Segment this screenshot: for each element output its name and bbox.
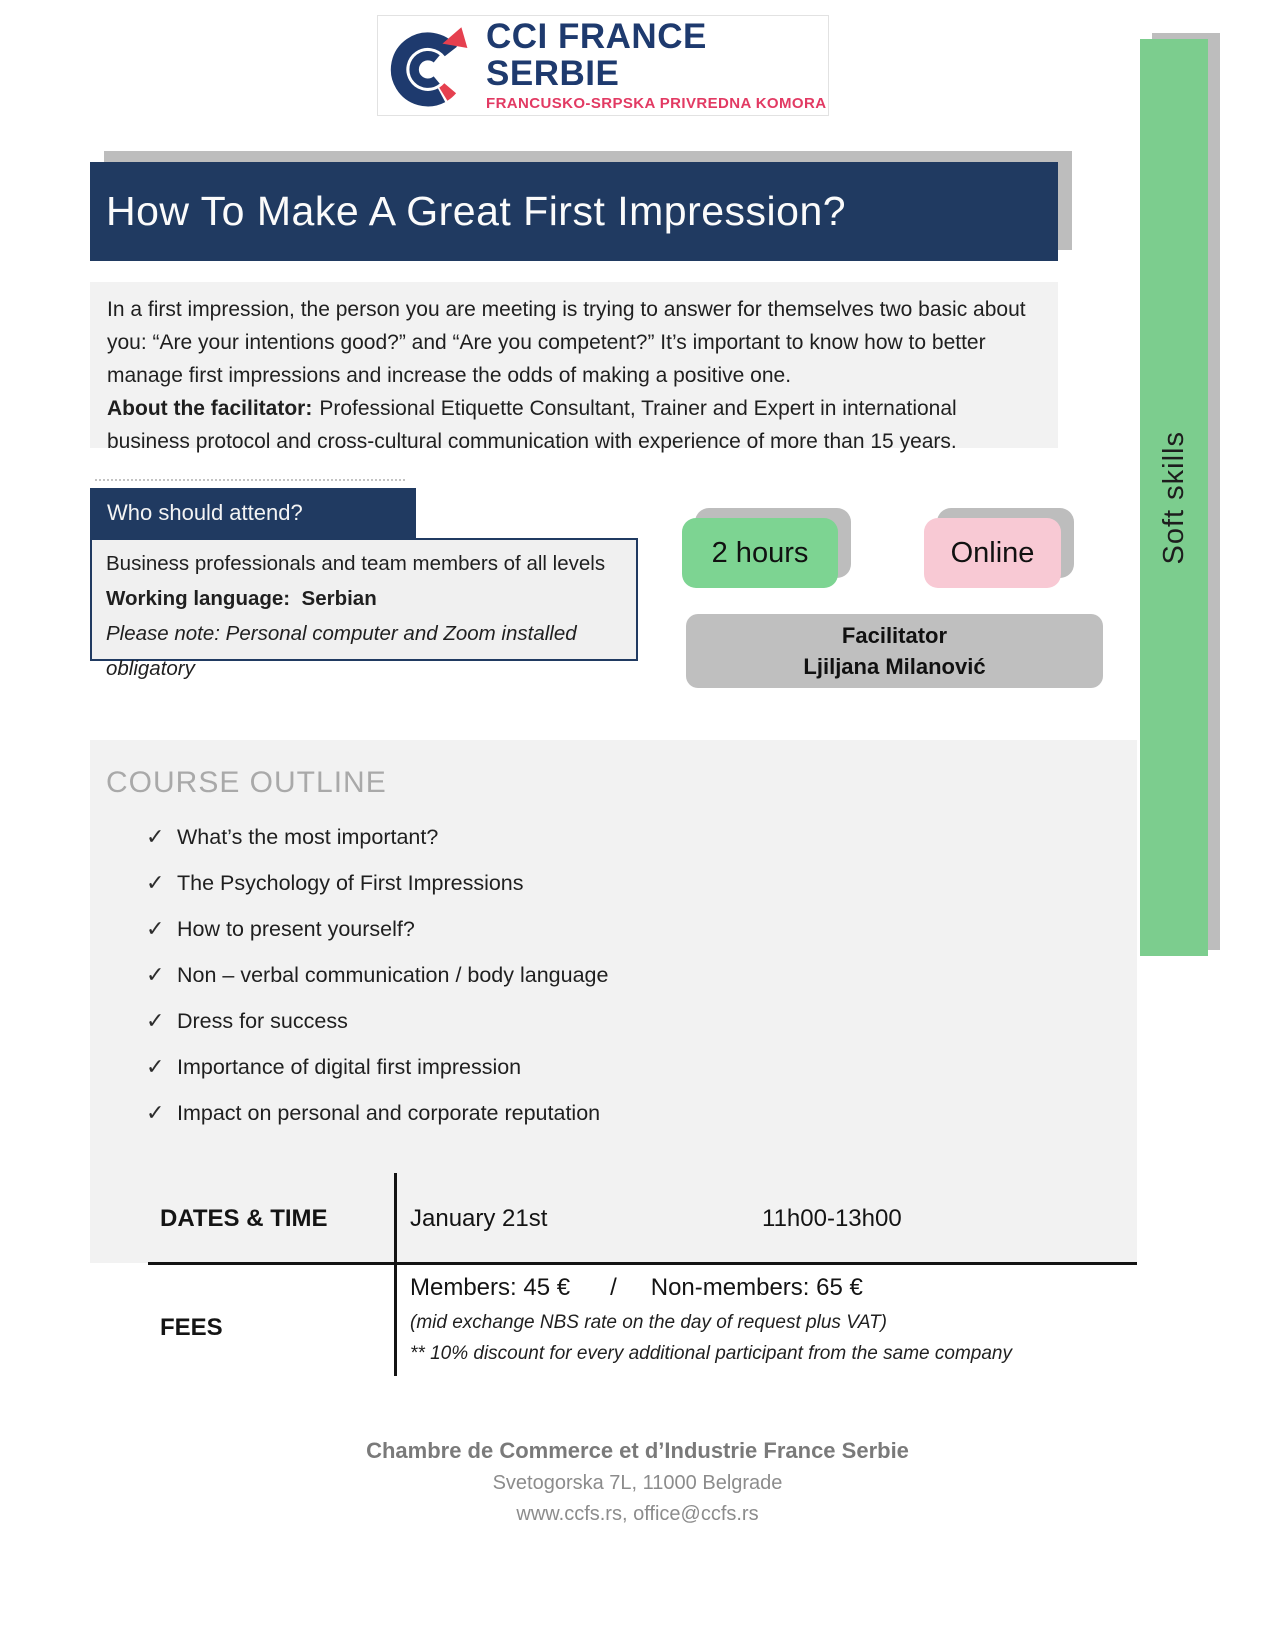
footer-org-name: Chambre de Commerce et d’Industrie France Serbie [366,1438,909,1463]
page-title: How To Make A Great First Impression? [106,188,847,234]
title-band [90,162,1058,261]
list-item [146,998,1137,1044]
attend-audience: Business professionals and team members of all levels [106,552,606,575]
fees-separator: / [610,1274,617,1301]
format-label: Online [950,536,1035,569]
list-item-text: Non – verbal communication / body language [177,962,609,987]
cci-logo-icon [390,23,476,109]
fees-members: Members: 45 € [410,1274,571,1301]
attend-note: Please note: Personal computer and Zoom installed obligatory [106,622,577,680]
dates-time-label: DATES & TIME [160,1205,328,1232]
facilitator-box [686,614,1103,688]
checkmark-icon: ✓ [146,1100,165,1125]
attend-working-language: Working language: Serbian [106,587,377,610]
logo-subtitle: FRANCUSKO-SRPSKA PRIVREDNA KOMORA [486,95,827,113]
fees-label: FEES [160,1314,223,1341]
format-badge [924,518,1061,588]
course-outline-list [106,814,1137,1136]
facilitator-name: Ljiljana Milanović [803,654,986,679]
intro-text: In a first impression, the person you are meeting is trying to answer for themselves two basic about you: “Are your intentions good?” and “Are you competent?” It’s important to know how to better manage first impressions and increase the odds of making a positive one. [107,298,1026,387]
checkmark-icon: ✓ [146,824,165,849]
list-item [146,906,1137,952]
list-item-text: Dress for success [177,1008,348,1033]
list-item [146,1044,1137,1090]
dotted-divider [95,479,405,481]
course-outline-panel [90,740,1137,1263]
facilitator-label: Facilitator [841,623,948,648]
checkmark-icon: ✓ [146,1008,165,1033]
logo-title: CCI FRANCE SERBIE [486,16,707,93]
who-should-attend-title: Who should attend? [107,500,303,525]
fees-note-vat: (mid exchange NBS rate on the day of request plus VAT) [410,1312,888,1333]
fees-main-line [410,1274,863,1302]
logo-text [486,16,828,113]
who-should-attend-header [90,488,416,538]
category-label: Soft skills [1157,430,1190,565]
checkmark-icon: ✓ [146,1054,165,1079]
list-item-text: How to present yourself? [177,916,415,941]
about-facilitator-text: Professional Etiquette Consultant, Trainer and Expert in international business protocol and cross-cultural communication with experience of more than 15 years. [107,397,957,453]
intro-box [90,282,1058,453]
list-item [146,814,1137,860]
course-time: 11h00-13h00 [762,1205,902,1232]
list-item-text: What’s the most important? [177,824,439,849]
fees-non-members: Non-members: 65 € [650,1274,863,1301]
duration-badge [682,518,838,588]
who-should-attend-box [90,538,638,680]
footer-address: Svetogorska 7L, 11000 Belgrade [492,1472,783,1494]
footer-contacts: www.ccfs.rs, office@ccfs.rs [516,1503,759,1525]
category-sidebar [1140,39,1208,956]
footer [0,1438,1275,1526]
list-item-text: Impact on personal and corporate reputation [177,1100,601,1125]
list-item [146,952,1137,998]
checkmark-icon: ✓ [146,870,165,895]
checkmark-icon: ✓ [146,916,165,941]
table-horizontal-divider [148,1262,1137,1265]
course-outline-heading: COURSE OUTLINE [106,766,387,799]
list-item-text: Importance of digital first impression [177,1054,522,1079]
logo [377,15,829,116]
list-item [146,860,1137,906]
about-facilitator-label: About the facilitator: [107,397,313,420]
fees-note-discount: ** 10% discount for every additional participant from the same company [410,1343,1012,1364]
checkmark-icon: ✓ [146,962,165,987]
intro-paragraph [107,293,1041,392]
table-vertical-divider [394,1173,397,1376]
about-facilitator-paragraph [107,392,1041,458]
course-date: January 21st [410,1205,548,1232]
list-item-text: The Psychology of First Impressions [177,870,524,895]
list-item [146,1090,1137,1136]
duration-label: 2 hours [711,536,809,569]
